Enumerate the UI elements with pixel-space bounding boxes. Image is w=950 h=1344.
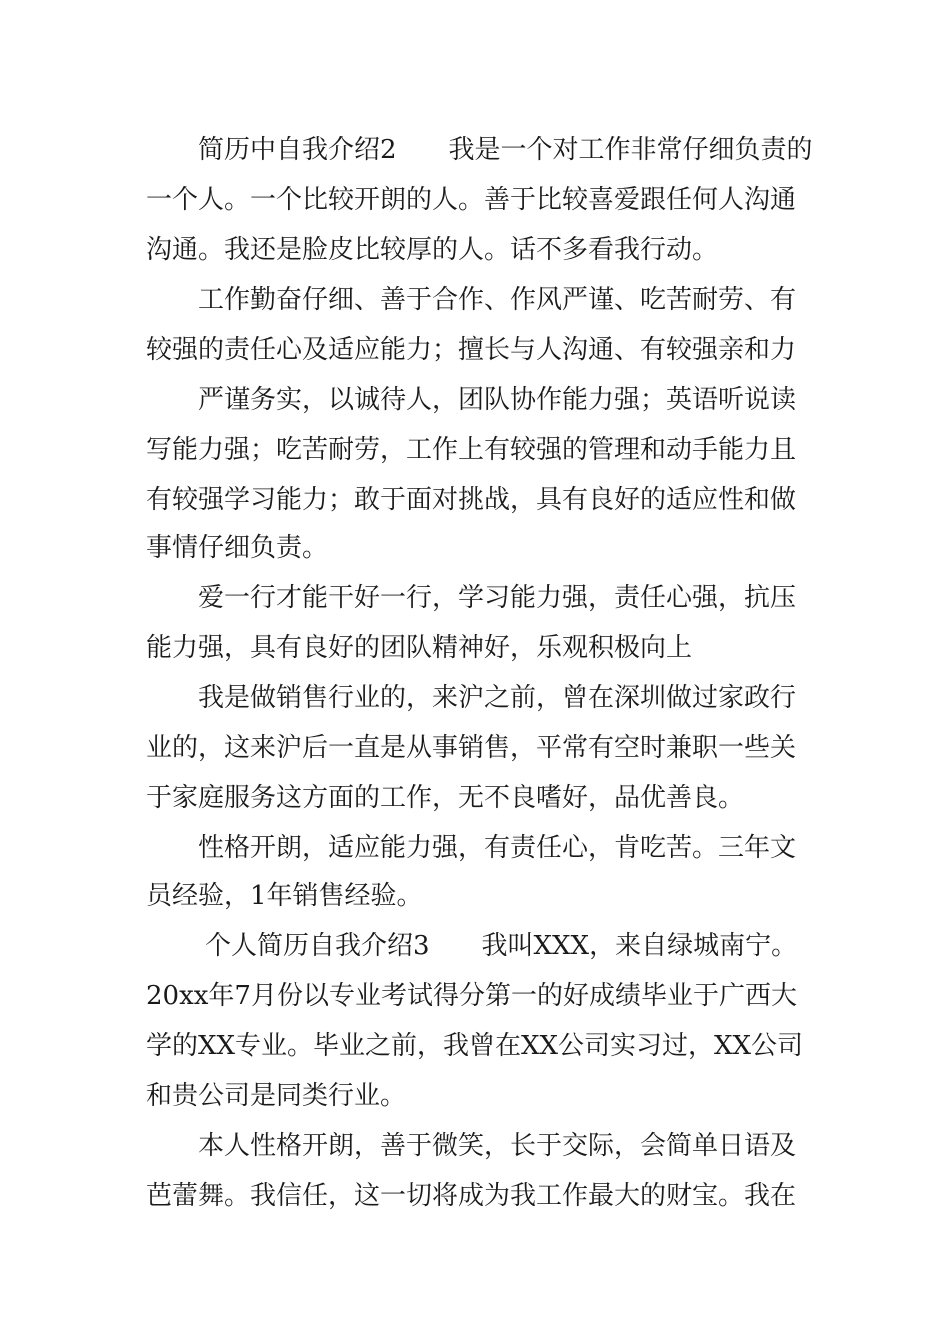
text-line: 于家庭服务这方面的工作，无不良嗜好，品优善良。 bbox=[146, 783, 745, 813]
text-line: 写能力强；吃苦耐劳，工作上有较强的管理和动手能力且 bbox=[146, 435, 797, 465]
text-line: 学的XX专业。毕业之前，我曾在XX公司实习过，XX公司 bbox=[146, 1031, 804, 1061]
text-line: 本人性格开朗，善于微笑，长于交际，会简单日语及 bbox=[198, 1131, 797, 1161]
text-line: 简历中自我介绍2 我是一个对工作非常仔细负责的 bbox=[198, 135, 813, 165]
text-line: 严谨务实，以诚待人，团队协作能力强；英语听说读 bbox=[198, 385, 797, 415]
text-line: 有较强学习能力；敢于面对挑战，具有良好的适应性和做 bbox=[146, 485, 797, 515]
text-line: 沟通。我还是脸皮比较厚的人。话不多看我行动。 bbox=[146, 235, 719, 265]
text-line: 工作勤奋仔细、善于合作、作风严谨、吃苦耐劳、有 bbox=[198, 285, 797, 315]
text-line: 性格开朗，适应能力强，有责任心，肯吃苦。三年文 bbox=[198, 833, 797, 863]
text-line: 芭蕾舞。我信任，这一切将成为我工作最大的财宝。我在 bbox=[146, 1181, 797, 1211]
text-line: 和贵公司是同类行业。 bbox=[146, 1081, 407, 1111]
text-line: 业的，这来沪后一直是从事销售，平常有空时兼职一些关 bbox=[146, 733, 797, 763]
text-line: 员经验，1年销售经验。 bbox=[146, 881, 423, 911]
text-line: 一个人。一个比较开朗的人。善于比较喜爱跟任何人沟通 bbox=[146, 185, 797, 215]
text-line: 20xx年7月份以专业考试得分第一的好成绩毕业于广西大 bbox=[146, 981, 797, 1011]
text-line: 爱一行才能干好一行，学习能力强，责任心强，抗压 bbox=[198, 583, 797, 613]
text-line: 能力强，具有良好的团队精神好，乐观积极向上 bbox=[146, 633, 693, 663]
text-line: 我是做销售行业的，来沪之前，曾在深圳做过家政行 bbox=[198, 683, 797, 713]
text-line: 较强的责任心及适应能力；擅长与人沟通、有较强亲和力 bbox=[146, 335, 797, 365]
text-line: 事情仔细负责。 bbox=[146, 533, 329, 563]
text-line: 个人简历自我介绍3 我叫XXX，来自绿城南宁。 bbox=[205, 931, 798, 961]
